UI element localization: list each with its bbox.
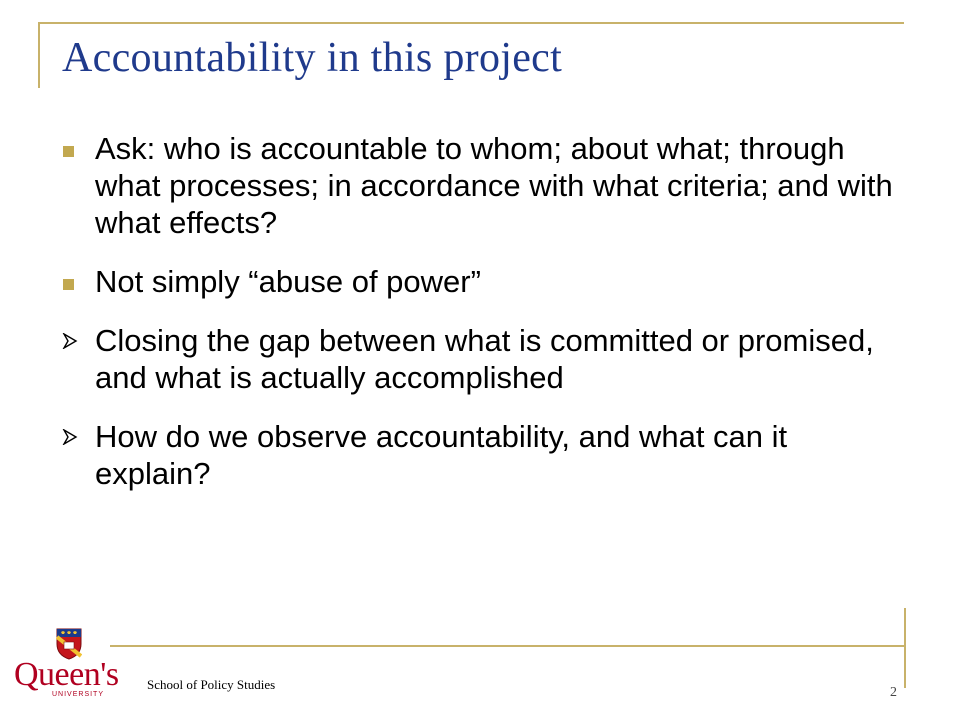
left-frame-line (38, 22, 40, 88)
queens-university-logo (14, 628, 134, 704)
arrow-bullet-icon (62, 333, 78, 349)
slide-title: Accountability in this project (62, 35, 563, 81)
right-frame-line (904, 608, 906, 688)
page-number: 2 (890, 685, 897, 700)
square-bullet-icon (63, 146, 74, 157)
logo-wordmark: Queen's (14, 656, 119, 693)
bullet-item (62, 322, 902, 396)
bullet-text: Closing the gap between what is committed or promised, and what is actually accomplished (95, 323, 874, 395)
bullet-item (62, 130, 902, 241)
footer-department: School of Policy Studies (147, 677, 276, 692)
bullet-item (62, 263, 902, 300)
bullet-text: Not simply “abuse of power” (95, 264, 481, 299)
bullet-item (62, 418, 902, 492)
arrow-bullet-icon (62, 429, 78, 445)
square-bullet-icon (63, 279, 74, 290)
logo-subtitle: UNIVERSITY (52, 691, 105, 698)
bottom-frame-line (110, 645, 904, 647)
bullet-text: How do we observe accountability, and what can it explain? (95, 419, 788, 491)
bullet-list (62, 130, 902, 514)
top-frame-line (38, 22, 904, 24)
bullet-text: Ask: who is accountable to whom; about what; through what processes; in accordance with what criteria; and with what effects? (95, 131, 893, 240)
